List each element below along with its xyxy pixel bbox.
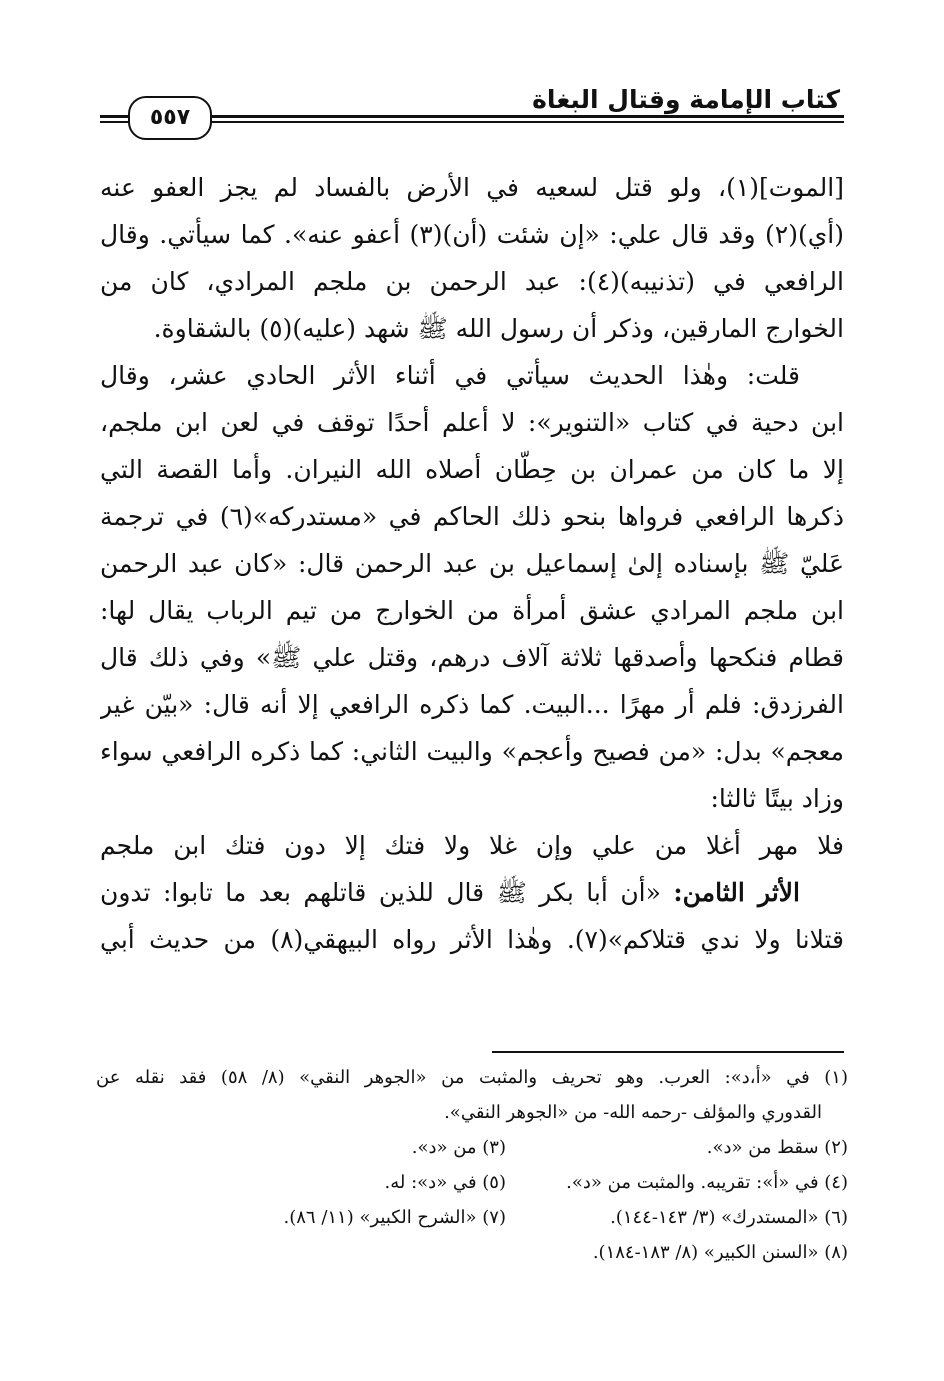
main-text [100, 164, 844, 963]
text-line: عَليّ ﷺ بإسناده إلىٰ إسماعيل بن عبد الرحمن قال: «كان عبد الرحمن [100, 549, 844, 578]
text-line: الخوارج المارقين، وذكر أن رسول الله ﷺ شهد (عليه)(٥) بالشقاوة. [153, 314, 844, 343]
text-line: قطام فنكحها وأصدقها ثلاثة آلاف درهم، وقتل علي ﷺ» وفي ذلك قال [100, 643, 844, 672]
footnote-7: (٧) «الشرح الكبير» (١١/ ٨٦). [283, 1207, 506, 1228]
footnote-4: (٤) في «أ»: تقريبه. والمثبت من «د». [566, 1172, 848, 1193]
text-line: وزاد بيتًا ثالثا: [710, 784, 844, 813]
footnote-6: (٦) «المستدرك» (٣/ ١٤٣-١٤٤). [610, 1207, 848, 1228]
poem-verse: فلا مهر أغلا من علي وإن غلا ولا فتك إلا دون فتك ابن ملجم [100, 831, 844, 860]
footnote-5: (٥) في «د»: له. [384, 1172, 506, 1193]
text-line: قتلانا ولا ندي قتلاكم»(٧). وهٰذا الأثر رواه البيهقي(٨) من حديث أبي [100, 925, 844, 954]
footnotes [96, 1060, 848, 1270]
running-header-title: كتاب الإمامة وقتال البغاة [532, 85, 840, 114]
text-line: الفرزدق: فلم أر مهرًا ...البيت. كما ذكره الرافعي إلا أنه قال: «بيّن غير [100, 690, 844, 719]
footnote-3: (٣) من «د». [411, 1137, 506, 1158]
footnote-separator [492, 1051, 844, 1053]
text-line: ذكرها الرافعي فرواها بنحو ذلك الحاكم في «مستدركه»(٦) في ترجمة [100, 502, 844, 531]
footnote-2: (٢) سقط من «د». [706, 1137, 848, 1158]
text-line: (أي)(٢) وقد قال علي: «إن شئت (أن)(٣) أعفو عنه». كما سيأتي. وقال [100, 220, 844, 249]
text-line: ابن دحية في كتاب «التنوير»: لا أعلم أحدًا توقف في لعن ابن ملجم، [100, 408, 844, 437]
footnote-row [96, 1235, 848, 1270]
footnote-1: (١) في «أ،د»: العرب. وهو تحريف والمثبت من «الجوهر النقي» (٨/ ٥٨) فقد نقله عن [96, 1067, 848, 1088]
text-line: قلت: وهٰذا الحديث سيأتي في أثناء الأثر الحادي عشر، وقال [100, 361, 800, 390]
section-heading: الأثر الثامن: [673, 878, 800, 907]
text-line: ابن ملجم المرادي عشق أمرأة من الخوارج من تيم الرباب يقال لها: [100, 596, 844, 625]
text-line-with-heading [100, 869, 844, 916]
text-line: معجم» بدل: «من فصيح وأعجم» والبيت الثاني: كما ذكره الرافعي سواء [100, 737, 844, 766]
text-line: «أن أبا بكر ﷺ قال للذين قاتلهم بعد ما تابوا: تدون [100, 878, 661, 907]
footnote-row [96, 1130, 848, 1165]
footnote-row [96, 1165, 848, 1200]
footnote-1-continued: القدوري والمؤلف -رحمه الله- من «الجوهر النقي». [444, 1102, 822, 1123]
footnote-row [96, 1200, 848, 1235]
footnote-8: (٨) «السنن الكبير» (٨/ ١٨٣-١٨٤). [592, 1242, 848, 1263]
text-line: [الموت](١)، ولو قتل لسعيه في الأرض بالفساد لم يجز العفو عنه [100, 173, 844, 202]
page-number-badge: ٥٥٧ [128, 96, 212, 140]
text-line: الرافعي في (تذنيبه)(٤): عبد الرحمن بن ملجم المرادي، كان من [100, 267, 844, 296]
text-line: إلا ما كان من عمران بن حِطّان أصلاه الله النيران. وأما القصة التي [100, 455, 844, 484]
